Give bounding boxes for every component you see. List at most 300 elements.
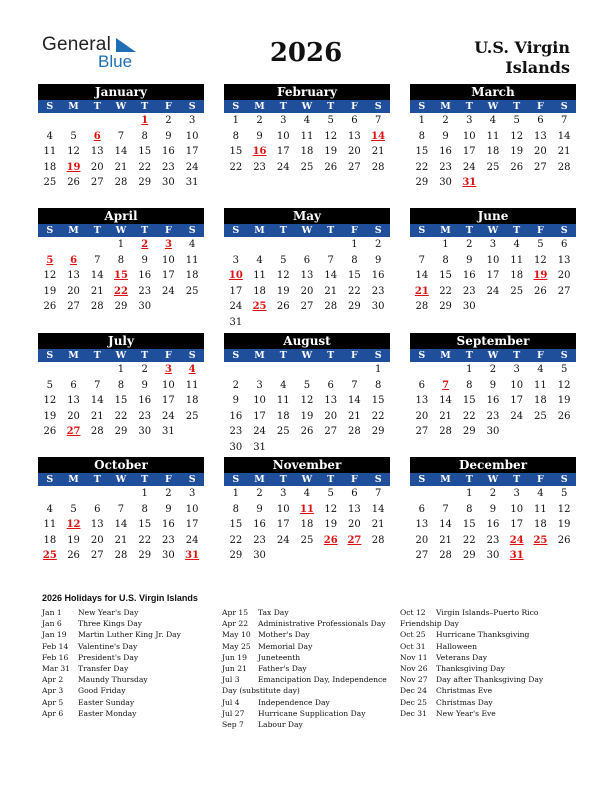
day-cell: 8: [466, 379, 473, 391]
empty-day-cell: [85, 486, 109, 502]
weekday-label: T: [279, 101, 287, 112]
holiday-date: Apr 2: [42, 675, 64, 685]
holiday-date: Jun 19: [222, 652, 247, 662]
day-cell: 21: [371, 519, 385, 530]
day-cell: 23: [253, 534, 266, 546]
day-cell: 9: [165, 130, 172, 142]
day-cell: 24: [510, 410, 524, 422]
day-grid: [38, 486, 204, 564]
empty-day-cell: [295, 362, 319, 378]
weekday-label: S: [46, 350, 54, 361]
day-cell: 5: [537, 239, 544, 250]
day-cell: 15: [415, 146, 429, 157]
weekday-label: T: [465, 474, 473, 485]
day-cell: 27: [90, 177, 104, 188]
day-cell: 28: [371, 534, 385, 546]
holiday-day-cell: 25: [533, 534, 548, 546]
day-cell: 25: [300, 534, 314, 546]
holiday-row: [400, 708, 543, 719]
day-cell: 18: [185, 395, 199, 406]
weekday-label: S: [418, 225, 426, 236]
day-cell: 9: [165, 503, 172, 515]
weekday-label: T: [513, 101, 521, 112]
day-cell: 18: [253, 285, 266, 297]
month-september: [410, 333, 576, 440]
day-cell: 10: [462, 130, 476, 142]
day-cell: 7: [351, 379, 358, 391]
holiday-name: Memorial Day: [258, 641, 313, 651]
holiday-day-cell: 3: [164, 239, 172, 250]
holiday-day-cell: 27: [66, 426, 81, 437]
day-cell: 8: [117, 379, 125, 391]
weekday-label: S: [418, 474, 426, 485]
day-cell: 28: [324, 301, 338, 312]
day-cell: 14: [371, 503, 385, 515]
day-cell: 2: [256, 488, 263, 499]
day-cell: 16: [371, 270, 385, 281]
day-cell: 4: [303, 115, 311, 126]
day-cell: 2: [165, 488, 172, 499]
day-cell: 23: [229, 426, 243, 437]
day-cell: 11: [253, 270, 266, 281]
weekday-label: S: [46, 225, 54, 236]
day-cell: 9: [489, 503, 497, 515]
day-cell: 24: [276, 534, 290, 546]
day-cell: 1: [418, 115, 426, 126]
day-cell: 5: [70, 130, 77, 142]
holiday-row: [222, 652, 387, 663]
day-cell: 23: [253, 161, 266, 173]
day-cell: 22: [462, 534, 476, 546]
month-title: July: [38, 333, 204, 349]
weekday-label: T: [327, 225, 335, 236]
day-cell: 17: [162, 395, 175, 406]
weekday-label: F: [537, 101, 544, 112]
month-title: February: [224, 84, 390, 100]
day-cell: 27: [90, 550, 104, 561]
day-cell: 3: [256, 379, 263, 391]
day-cell: 8: [442, 254, 449, 266]
day-cell: 9: [489, 379, 497, 391]
day-cell: 17: [185, 146, 199, 157]
weekday-label: T: [327, 101, 335, 112]
month-february: [224, 84, 390, 175]
weekday-label: S: [232, 350, 240, 361]
day-cell: 14: [557, 130, 571, 142]
month-title: August: [224, 333, 390, 349]
logo-text-blue: Blue: [98, 52, 133, 71]
day-cell: 10: [276, 130, 290, 142]
day-cell: 30: [439, 177, 452, 188]
weekday-label: T: [141, 474, 149, 485]
day-cell: 10: [185, 130, 199, 142]
holiday-name: Easter Sunday: [78, 697, 135, 707]
day-cell: 27: [348, 161, 361, 173]
day-cell: 25: [185, 410, 199, 422]
day-cell: 19: [557, 519, 571, 530]
holiday-name: New Year's Day: [78, 608, 139, 617]
weekday-label: S: [232, 101, 240, 112]
day-cell: 30: [486, 426, 500, 437]
day-cell: 16: [486, 519, 500, 530]
day-cell: 15: [138, 519, 152, 530]
day-cell: 11: [486, 130, 500, 142]
day-cell: 19: [557, 395, 571, 406]
month-title: October: [38, 457, 204, 473]
holiday-name: Transfer Day: [78, 663, 129, 673]
holiday-row: [42, 607, 181, 618]
holiday-date: Dec 31: [400, 708, 427, 718]
weekday-label: W: [301, 101, 313, 112]
day-cell: 2: [442, 115, 449, 126]
empty-day-cell: [38, 486, 62, 502]
month-november: [224, 457, 390, 564]
holiday-date: Nov 11: [400, 652, 428, 662]
day-cell: 4: [188, 239, 196, 250]
day-cell: 15: [371, 395, 385, 406]
day-cell: 27: [557, 285, 571, 297]
weekday-label: T: [513, 350, 521, 361]
day-cell: 2: [489, 364, 497, 375]
day-cell: 1: [374, 364, 382, 375]
day-cell: 11: [185, 254, 199, 266]
holiday-date: Jul 27: [222, 708, 245, 718]
holiday-day-cell: 3: [164, 364, 172, 375]
holiday-day-cell: 14: [371, 130, 386, 142]
weekday-header: [38, 473, 204, 486]
day-cell: 9: [232, 395, 240, 406]
day-cell: 5: [327, 115, 334, 126]
weekday-label: S: [232, 474, 240, 485]
day-cell: 21: [90, 410, 104, 422]
month-title: May: [224, 208, 390, 224]
month-december: [410, 457, 576, 564]
day-cell: 7: [327, 254, 334, 266]
holiday-day-cell: 31: [185, 550, 200, 561]
day-cell: 16: [439, 146, 452, 157]
day-cell: 12: [300, 395, 314, 406]
month-title: January: [38, 84, 204, 100]
holiday-row: [222, 685, 387, 696]
day-cell: 21: [114, 534, 128, 546]
day-cell: 12: [557, 503, 571, 515]
day-cell: 27: [300, 301, 314, 312]
day-cell: 20: [415, 410, 429, 422]
holiday-name: Christmas Day: [436, 697, 493, 707]
day-cell: 13: [534, 130, 547, 142]
day-cell: 12: [43, 270, 57, 281]
holiday-date: Apr 6: [42, 708, 64, 718]
holiday-name: Valentine's Day: [78, 641, 138, 651]
day-cell: 5: [70, 503, 77, 515]
day-cell: 26: [324, 161, 338, 173]
holiday-row: [400, 697, 543, 708]
weekday-label: W: [487, 350, 499, 361]
empty-day-cell: [295, 237, 319, 253]
day-cell: 24: [185, 534, 199, 546]
day-cell: 8: [418, 130, 426, 142]
weekday-label: M: [440, 101, 451, 112]
day-cell: 18: [534, 395, 547, 406]
empty-day-cell: [85, 113, 109, 129]
day-cell: 4: [256, 254, 263, 266]
day-cell: 7: [374, 488, 382, 499]
weekday-label: M: [254, 101, 265, 112]
day-cell: 28: [439, 550, 452, 561]
day-cell: 10: [510, 379, 524, 391]
empty-day-cell: [38, 362, 62, 378]
holiday-day-cell: 19: [533, 270, 548, 281]
day-cell: 9: [374, 254, 382, 266]
weekday-label: M: [440, 350, 451, 361]
day-cell: 20: [557, 270, 571, 281]
day-grid: [410, 237, 576, 315]
day-cell: 2: [256, 115, 263, 126]
holiday-column: [222, 607, 387, 730]
day-cell: 26: [534, 285, 547, 297]
weekday-label: T: [279, 225, 287, 236]
day-cell: 3: [466, 115, 473, 126]
month-april: [38, 208, 204, 315]
weekday-label: F: [165, 225, 172, 236]
weekday-label: M: [68, 474, 79, 485]
holiday-day-cell: 25: [252, 301, 267, 312]
day-cell: 7: [418, 254, 426, 266]
holiday-row: [42, 652, 181, 663]
day-cell: 16: [229, 410, 243, 422]
day-cell: 25: [486, 161, 500, 173]
day-cell: 11: [185, 379, 199, 391]
weekday-label: F: [165, 350, 172, 361]
holiday-row: [42, 697, 181, 708]
empty-day-cell: [410, 486, 434, 502]
day-cell: 3: [513, 488, 520, 499]
day-cell: 14: [415, 270, 429, 281]
empty-day-cell: [410, 362, 434, 378]
day-cell: 12: [67, 146, 80, 157]
day-cell: 13: [300, 270, 314, 281]
day-cell: 17: [185, 519, 199, 530]
day-cell: 6: [303, 254, 311, 266]
holiday-row: [222, 641, 387, 652]
day-cell: 17: [253, 410, 266, 422]
day-cell: 26: [510, 161, 524, 173]
weekday-label: T: [93, 225, 101, 236]
day-cell: 22: [415, 161, 429, 173]
day-cell: 1: [117, 364, 125, 375]
day-grid: [410, 113, 576, 191]
weekday-label: S: [560, 350, 568, 361]
day-cell: 27: [534, 161, 547, 173]
day-cell: 19: [324, 519, 338, 530]
day-cell: 30: [162, 177, 175, 188]
month-june: [410, 208, 576, 315]
day-cell: 26: [43, 301, 57, 312]
weekday-label: S: [46, 474, 54, 485]
day-cell: 23: [486, 410, 500, 422]
day-cell: 8: [374, 379, 382, 391]
holidays-title: 2026 Holidays for U.S. Virgin Islands: [42, 593, 198, 603]
holiday-row: [400, 607, 543, 618]
holiday-row: [42, 674, 181, 685]
weekday-label: T: [93, 474, 101, 485]
holiday-name: Virgin Islands–Puerto Rico: [436, 608, 539, 617]
holiday-date: Apr 22: [222, 619, 249, 629]
day-cell: 25: [276, 426, 290, 437]
weekday-label: T: [465, 225, 473, 236]
day-cell: 4: [537, 488, 544, 499]
holiday-row: [42, 663, 181, 674]
day-cell: 19: [43, 285, 57, 297]
holiday-row: [400, 629, 543, 640]
holiday-day-cell: 21: [414, 285, 429, 297]
holiday-name: Emancipation Day, Independence: [258, 675, 387, 685]
day-cell: 27: [415, 426, 429, 437]
empty-day-cell: [62, 486, 86, 502]
day-cell: 21: [348, 410, 361, 422]
day-cell: 28: [90, 301, 104, 312]
holiday-day-cell: 5: [46, 254, 54, 266]
day-cell: 18: [276, 410, 290, 422]
day-cell: 3: [188, 115, 196, 126]
day-cell: 8: [117, 254, 125, 266]
holiday-row: [222, 607, 387, 618]
day-cell: 26: [43, 426, 57, 437]
empty-day-cell: [434, 486, 458, 502]
day-cell: 12: [557, 379, 571, 391]
day-cell: 13: [557, 254, 571, 266]
day-cell: 6: [418, 503, 426, 515]
day-cell: 14: [324, 270, 338, 281]
day-cell: 23: [371, 285, 385, 297]
empty-day-cell: [85, 237, 109, 253]
weekday-label: T: [93, 101, 101, 112]
holiday-name: Mother's Day: [258, 630, 310, 640]
day-cell: 30: [229, 441, 243, 453]
weekday-label: W: [487, 474, 499, 485]
day-cell: 9: [256, 503, 263, 515]
day-cell: 1: [466, 364, 473, 375]
day-cell: 16: [462, 270, 476, 281]
day-cell: 13: [415, 519, 429, 530]
holiday-date: May 25: [222, 641, 251, 651]
holiday-row: [222, 697, 387, 708]
weekday-label: S: [560, 101, 568, 112]
day-cell: 18: [43, 161, 57, 173]
day-cell: 2: [232, 379, 240, 391]
day-cell: 17: [276, 519, 290, 530]
day-cell: 30: [462, 301, 476, 312]
day-cell: 21: [557, 146, 571, 157]
day-cell: 30: [371, 301, 385, 312]
holiday-row: [222, 674, 387, 685]
holiday-day-cell: 6: [70, 254, 78, 266]
day-cell: 29: [415, 177, 429, 188]
day-cell: 1: [141, 488, 148, 499]
weekday-label: T: [141, 225, 149, 236]
weekday-label: S: [46, 101, 54, 112]
day-cell: 9: [466, 254, 473, 266]
day-cell: 14: [348, 395, 361, 406]
day-cell: 28: [415, 301, 429, 312]
holiday-day-cell: 16: [252, 146, 267, 157]
empty-day-cell: [109, 486, 133, 502]
day-cell: 25: [43, 177, 57, 188]
holiday-date: Sep 7: [222, 719, 244, 729]
holiday-name: Independence Day: [258, 697, 330, 707]
day-cell: 18: [300, 146, 314, 157]
day-cell: 26: [557, 410, 571, 422]
holiday-day-cell: 31: [462, 177, 477, 188]
empty-day-cell: [224, 237, 248, 253]
day-cell: 10: [162, 254, 175, 266]
day-cell: 29: [371, 426, 385, 437]
day-cell: 19: [300, 410, 314, 422]
day-cell: 9: [141, 379, 148, 391]
day-grid: [224, 113, 390, 175]
holiday-name: Juneteenth: [258, 652, 301, 662]
holiday-name: Father's Day: [258, 663, 307, 673]
weekday-header: [410, 473, 576, 486]
day-cell: 31: [162, 426, 175, 437]
holiday-day-cell: 22: [114, 285, 128, 297]
day-cell: 16: [138, 270, 152, 281]
holiday-row: [400, 663, 543, 674]
weekday-label: W: [115, 350, 127, 361]
day-cell: 1: [232, 488, 240, 499]
day-cell: 23: [439, 161, 452, 173]
day-cell: 17: [510, 519, 524, 530]
holiday-row: [400, 618, 543, 629]
day-cell: 12: [43, 395, 57, 406]
day-cell: 9: [141, 254, 148, 266]
holiday-column: [42, 607, 181, 719]
day-cell: 24: [162, 285, 175, 297]
weekday-label: T: [279, 350, 287, 361]
holiday-day-cell: 10: [228, 270, 243, 281]
day-cell: 6: [70, 379, 77, 391]
empty-day-cell: [343, 362, 367, 378]
day-cell: 11: [276, 395, 290, 406]
day-cell: 13: [348, 130, 361, 142]
day-cell: 30: [162, 550, 175, 561]
day-cell: 10: [276, 503, 290, 515]
holiday-date: Apr 15: [222, 608, 249, 617]
day-cell: 5: [513, 115, 520, 126]
day-cell: 22: [439, 285, 452, 297]
day-cell: 15: [114, 395, 128, 406]
holiday-date: Apr 5: [42, 697, 64, 707]
day-cell: 5: [46, 379, 54, 391]
day-cell: 15: [229, 146, 243, 157]
holiday-row: [42, 708, 181, 719]
day-cell: 31: [185, 177, 199, 188]
day-cell: 24: [276, 161, 290, 173]
holiday-date: Nov 26: [400, 663, 428, 673]
weekday-label: S: [188, 474, 196, 485]
day-cell: 26: [300, 426, 314, 437]
day-grid: [38, 362, 204, 440]
day-cell: 17: [229, 285, 243, 297]
weekday-label: T: [513, 474, 521, 485]
day-grid: [224, 486, 390, 564]
day-cell: 30: [486, 550, 500, 561]
region-title: [430, 38, 570, 78]
holiday-day-cell: 15: [114, 270, 128, 281]
weekday-label: W: [115, 101, 127, 112]
day-cell: 11: [534, 503, 547, 515]
day-cell: 22: [229, 534, 243, 546]
